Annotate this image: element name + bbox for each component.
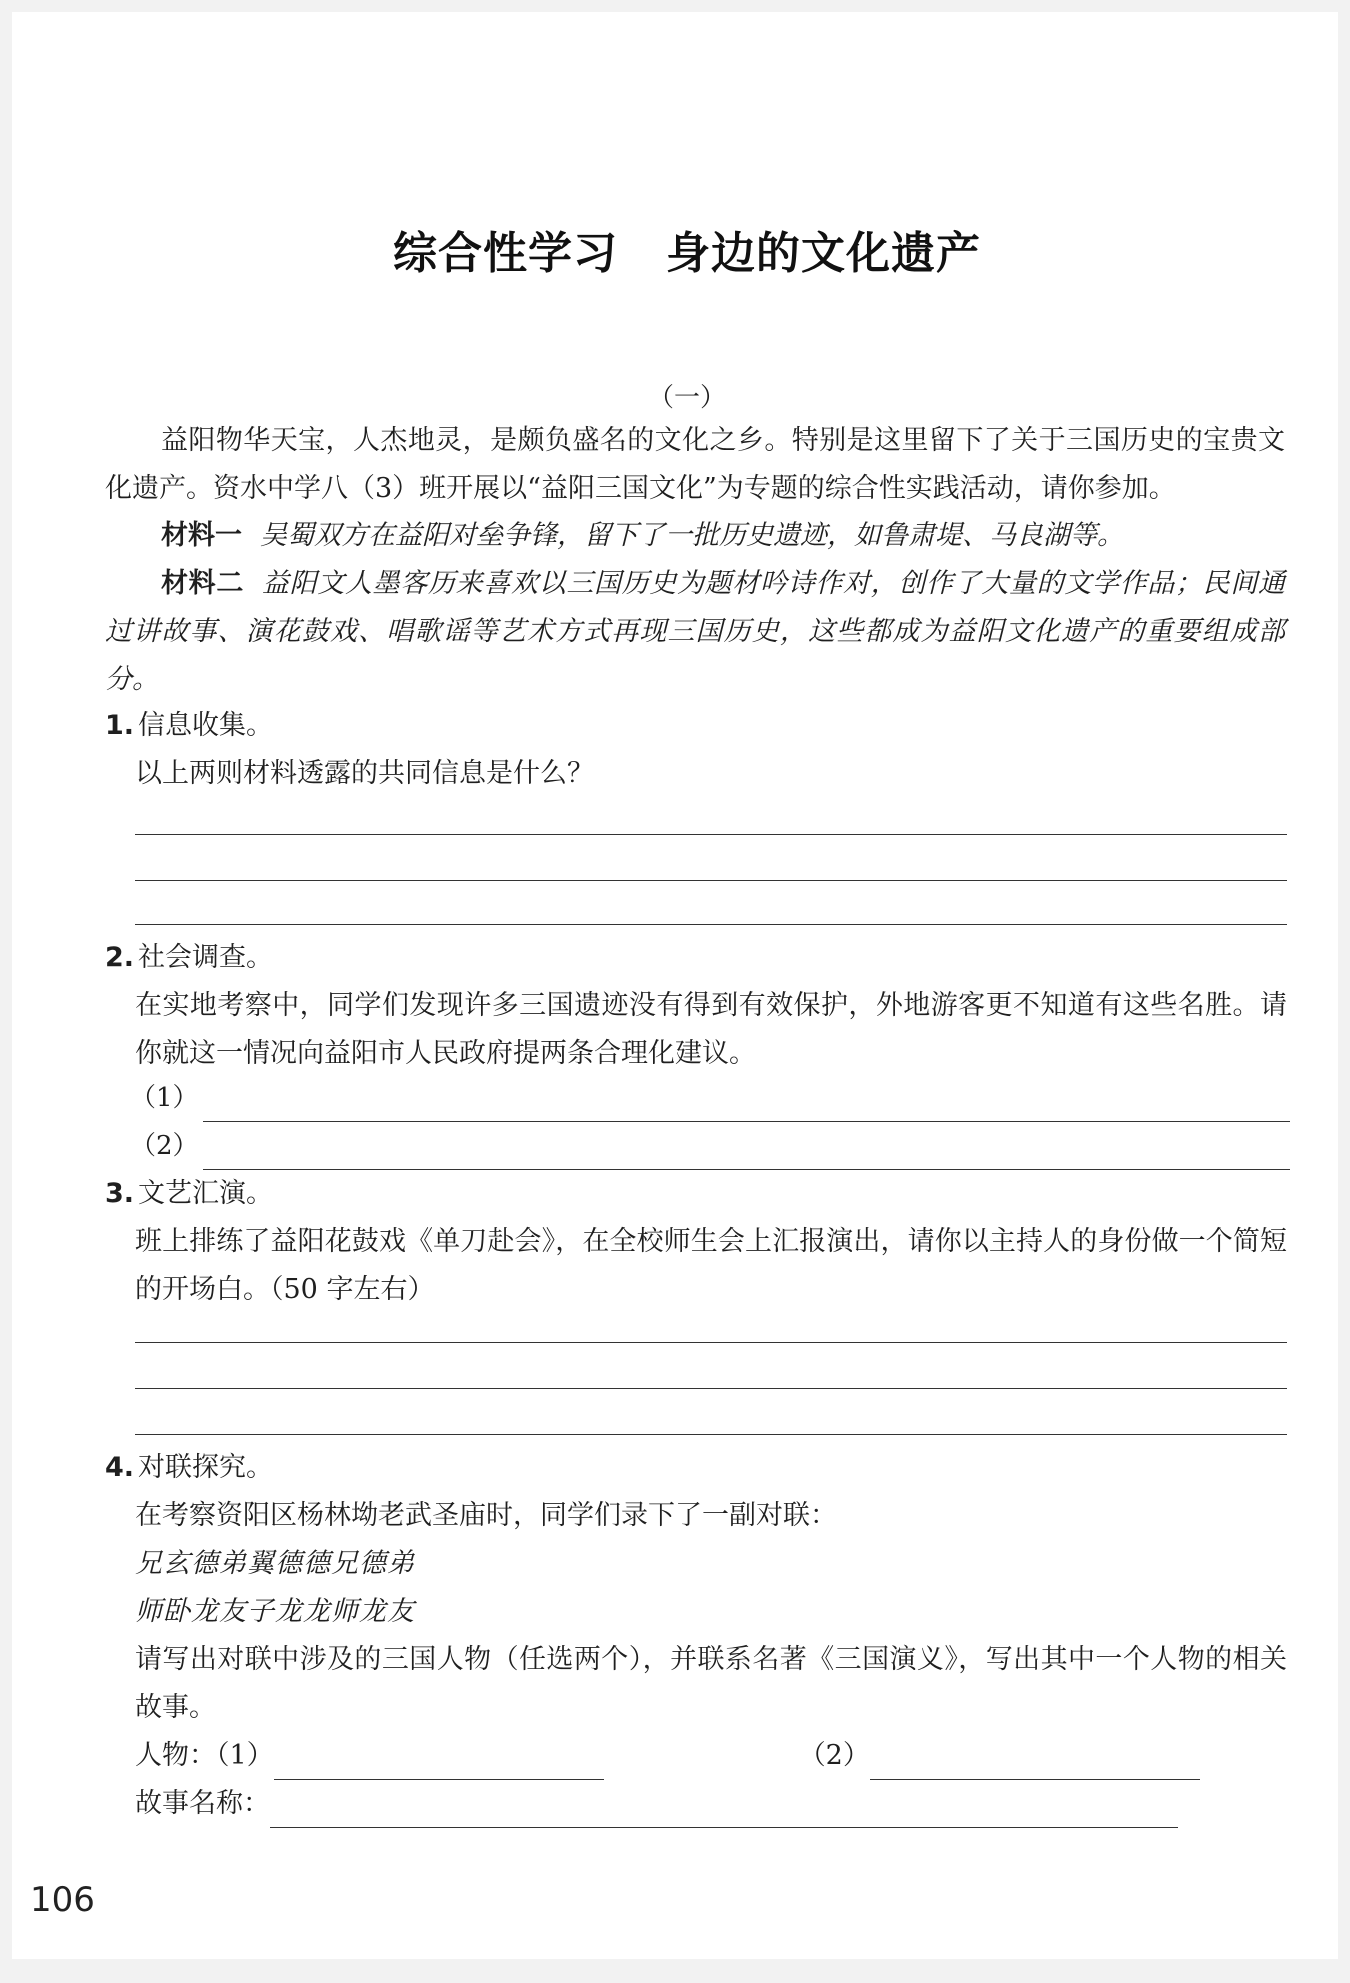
question-1-number: 1.	[105, 710, 135, 741]
suggestion-2-answer-line[interactable]	[203, 1135, 1290, 1170]
question-1-text: 以上两则材料透露的共同信息是什么？	[135, 758, 594, 789]
question-3-text: 班上排练了益阳花鼓戏《单刀赴会》，在全校师生会上汇报演出，请你以主持人的身份做一个简短的开场白。（50 字左右）	[135, 1226, 1287, 1305]
person-2-label: （2）	[798, 1740, 870, 1771]
material-2-label: 材料二	[161, 568, 244, 599]
question-2-number: 2.	[105, 942, 135, 973]
suggestion-1-answer-line[interactable]	[203, 1087, 1290, 1122]
suggestion-1-label: （1）	[130, 1083, 199, 1113]
person-1-label: 人物：（1）	[135, 1740, 274, 1771]
page-title	[12, 217, 1338, 281]
question-4-task: 请写出对联中涉及的三国人物（任选两个），并联系名著《三国演义》，写出其中一个人物的相关故事。	[135, 1644, 1287, 1723]
material-1-text: 吴蜀双方在益阳对垒争锋，留下了一批历史遗迹，如鲁肃堤、马良湖等。	[260, 520, 1124, 551]
answer-line-3a[interactable]	[135, 1342, 1287, 1343]
material-2-text: 益阳文人墨客历来喜欢以三国历史为题材吟诗作对，创作了大量的文学作品；民间通过讲故事、演花鼓戏、唱歌谣等艺术方式再现三国历史，这些都成为益阳文化遗产的重要组成部分。	[105, 568, 1285, 695]
question-4-text: 在考察资阳区杨林坳老武圣庙时，同学们录下了一副对联：	[135, 1500, 837, 1531]
question-2-title: 社会调查。	[138, 942, 274, 973]
answer-line-1a[interactable]	[135, 834, 1287, 835]
suggestion-item-2	[130, 1122, 1290, 1170]
person-1-answer-line[interactable]	[274, 1745, 604, 1780]
question-4-title: 对联探究。	[138, 1452, 274, 1483]
question-2-text: 在实地考察中，同学们发现许多三国遗迹没有得到有效保护，外地游客更不知道有这些名胜。请你就这一情况向益阳市人民政府提两条合理化建议。	[135, 990, 1287, 1069]
question-4-number: 4.	[105, 1452, 135, 1483]
person-row	[135, 1732, 1200, 1780]
couplet-line-2: 师卧龙友子龙龙师龙友	[135, 1596, 415, 1627]
question-3-title: 文艺汇演。	[138, 1178, 274, 1209]
title-part-1: 综合性学习	[393, 228, 618, 279]
question-2-heading	[105, 934, 273, 982]
question-4-heading	[105, 1444, 273, 1492]
suggestion-item-1	[130, 1074, 1290, 1122]
title-part-2: 身边的文化遗产	[666, 228, 981, 279]
intro-paragraph: 益阳物华天宝，人杰地灵，是颇负盛名的文化之乡。特别是这里留下了关于三国历史的宝贵文化遗产。资水中学八（3）班开展以“益阳三国文化”为专题的综合性实践活动，请你参加。	[105, 425, 1285, 504]
story-answer-line[interactable]	[270, 1793, 1178, 1828]
question-1-heading	[105, 702, 273, 750]
answer-line-1b[interactable]	[135, 880, 1287, 881]
answer-line-3b[interactable]	[135, 1388, 1287, 1389]
suggestion-2-label: （2）	[130, 1131, 199, 1161]
story-row	[135, 1780, 1178, 1828]
section-number: （一）	[647, 383, 726, 413]
story-label: 故事名称：	[135, 1788, 270, 1819]
workbook-page	[12, 12, 1338, 1959]
answer-line-3c[interactable]	[135, 1434, 1287, 1435]
person-2-answer-line[interactable]	[870, 1745, 1200, 1780]
question-3-heading	[105, 1170, 273, 1218]
question-3-number: 3.	[105, 1178, 135, 1209]
page-number: 106	[30, 1880, 95, 1920]
material-1-label: 材料一	[161, 520, 242, 551]
answer-line-1c[interactable]	[135, 924, 1287, 925]
couplet-line-1: 兄玄德弟翼德德兄德弟	[135, 1548, 415, 1579]
question-1-title: 信息收集。	[138, 710, 274, 741]
material-2	[105, 560, 1285, 704]
material-1	[105, 512, 1285, 560]
